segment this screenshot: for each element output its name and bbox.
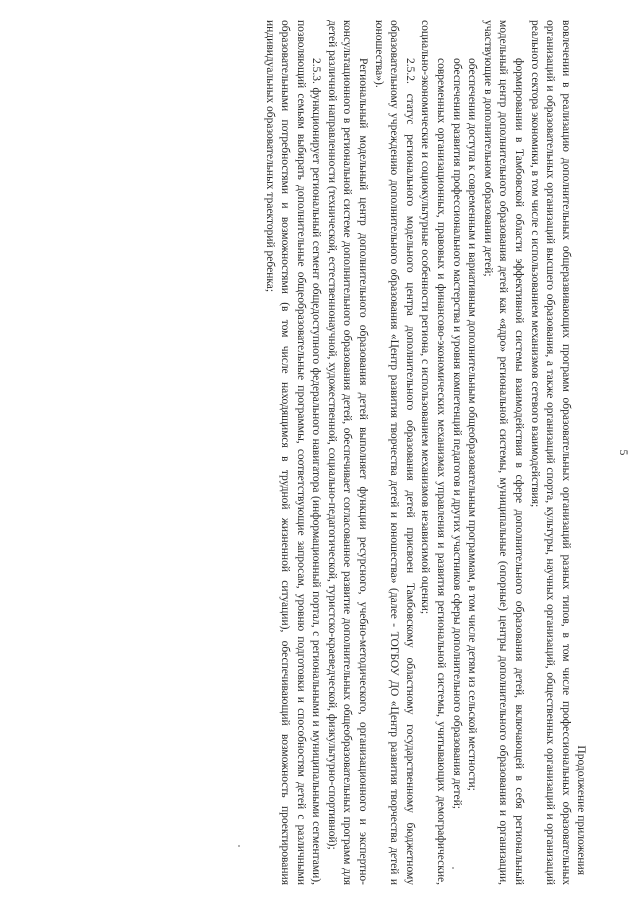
scan-speck: [452, 867, 454, 869]
rotated-text-block: [70, 20, 630, 885]
paragraph-access: обеспечении доступа к современным и вариативным дополнительным общеобразовательным программам, в том числе детям из сельской местности;: [466, 58, 479, 791]
scan-speck: [238, 845, 240, 847]
paragraph-professional: обеспечении развития профессионального мастерства и уровня компетенций педагогов и других участников сферы дополнительного образования детей;: [450, 58, 463, 809]
paragraph-2-5-2: 2.5.2. статус регионального модельного центра дополнительного образования детей присвоен Тамбовскому областному государственному бюджетному образовательному учреждению дополнительного образования «Центр развития творчества детей и юношества» (далее - ТОГБОУ ДО «Центр развития творчества детей и юношества»).: [372, 20, 416, 885]
paragraph-model-center: Региональный модельный центр дополнительного образования детей выполняет функции ресурсного, учебно-методического, организационного и экспертно-консультационного в региональной системе дополнительного образования детей, обеспечивает согласованное развитие дополнительных общеобразовательных программ для детей различной направленности (технической, естественнонаучной, художественной, социально-педагогической, туристско-краеведческой, физкультурно-спортивной);: [325, 20, 370, 885]
paragraph-formation: формировании в Тамбовской области эффективной системы взаимодействия в сфере дополнительного образования детей, включающей в себя региональный модельный центр дополнительного образования детей как «ядро» региональной системы, муниципальные (опорные) центры дополнительного образования и организации, участвующие в дополнительном образовании детей;: [481, 20, 526, 885]
page-number: 5: [617, 449, 629, 456]
paragraph-mechanisms: современных организационных, правовых и финансово-экономических механизмах управления и развития региональной системы, учитывающих демографические, социально-экономические и социокультурные особенности региона, с использованием механизмов независимой оценки;: [419, 20, 448, 885]
paragraph-2-5-3: 2.5.3. функционирует региональный сегмент общедоступного федерального навигатора (информационный портал, с региональными и муниципальными сегментами), позволяющий семьям выбирать дополнительные общеобразовательные программы, соответствующие запросам, уровню подготовки и способностям детей с различными образовательными потребностями и возможностями (в том числе находящимся в трудной жизненной ситуации), обеспечивающий возможность проектирования индивидуальных образовательных траекторий ребенка;: [263, 20, 323, 885]
continuation-header: Продолжение приложения: [575, 745, 588, 875]
paragraph-involvement: вовлечении в реализацию дополнительных общеразвивающих программ образовательных организаций разных типов, в том числе профессиональных образовательных организаций и образовательных организаций высшего образования, а также организаций спорта, культуры, научных организаций, общественных организаций и организаций реального сектора экономики, в том числе с использованием механизмов сетевого взаимодействия;: [528, 20, 572, 885]
